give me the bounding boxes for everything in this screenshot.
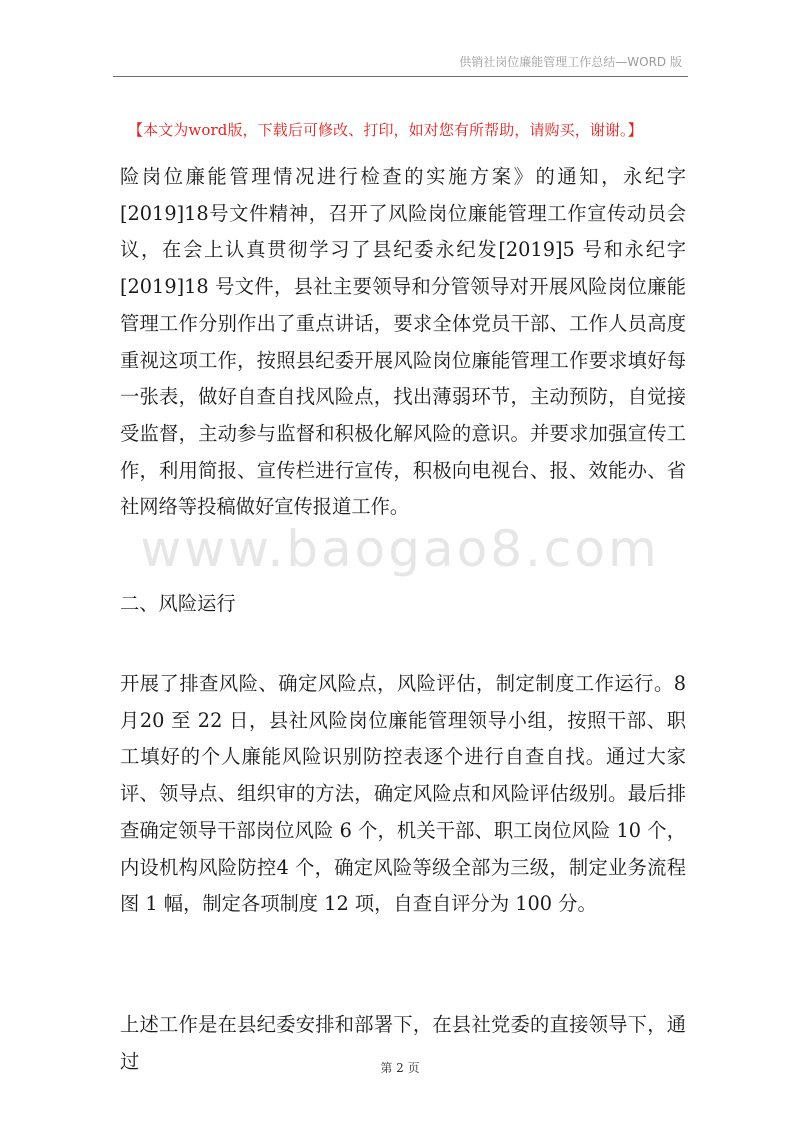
page-number: 第 2 页 — [380, 1061, 420, 1075]
body-paragraph-1: 险岗位廉能管理情况进行检查的实施方案》的通知，永纪字[2019]18号文件精神，召开了风险岗位廉能管理工作宣传动员会议，在会上认真贯彻学习了县纪委永纪发[2019]5 号和永纪字[2019]18 号文件，县社主要领导和分管领导对开展风险岗位廉能管理工作分别作出了重点讲话，要求全体党员干部、工作人员高度重视这项工作，按照县纪委开展风险岗位廉能管理工作要求填好每一张表，做好自查自找风险点，找出薄弱环节，主动预防，自觉接受监督，主动参与监督和积极化解风险的意识。并要求加强宣传工作，利用简报、宣传栏进行宣传，积极向电视台、报、效能办、省社网络等投稿做好宣传报道工作。 — [120, 165, 686, 519]
watermark: www.baogao8.com — [140, 520, 660, 578]
purchase-notice: 【本文为word版，下载后可修改、打印，如对您有所帮助，请购买，谢谢。】 — [128, 121, 643, 139]
header-divider — [113, 76, 688, 77]
section-heading: 二、风险运行 — [120, 592, 236, 615]
document-header-title: 供销社岗位廉能管理工作总结—WORD 版 — [459, 55, 682, 69]
body-paragraph-2: 开展了排查风险、确定风险点，风险评估，制定制度工作运行。8 月20 至 22 日，县社风险岗位廉能管理领导小组，按照干部、职工填好的个人廉能风险识别防控表逐个进行自查自找。通过大家评、领导点、组织审的方法，确定风险点和风险评估级别。最后排查确定领导干部岗位风险 6 个，机关干部、职工岗位风险 10 个，内设机构风险防控4 个，确定风险等级全部为三级，制定业务流程图 1 幅，制定各项制度 12 项，自查自评分为 100 分。 — [120, 672, 686, 916]
body-paragraph-3: 上述工作是在县纪委安排和部署下，在县社党委的直接领导下，通过 — [120, 1013, 686, 1073]
